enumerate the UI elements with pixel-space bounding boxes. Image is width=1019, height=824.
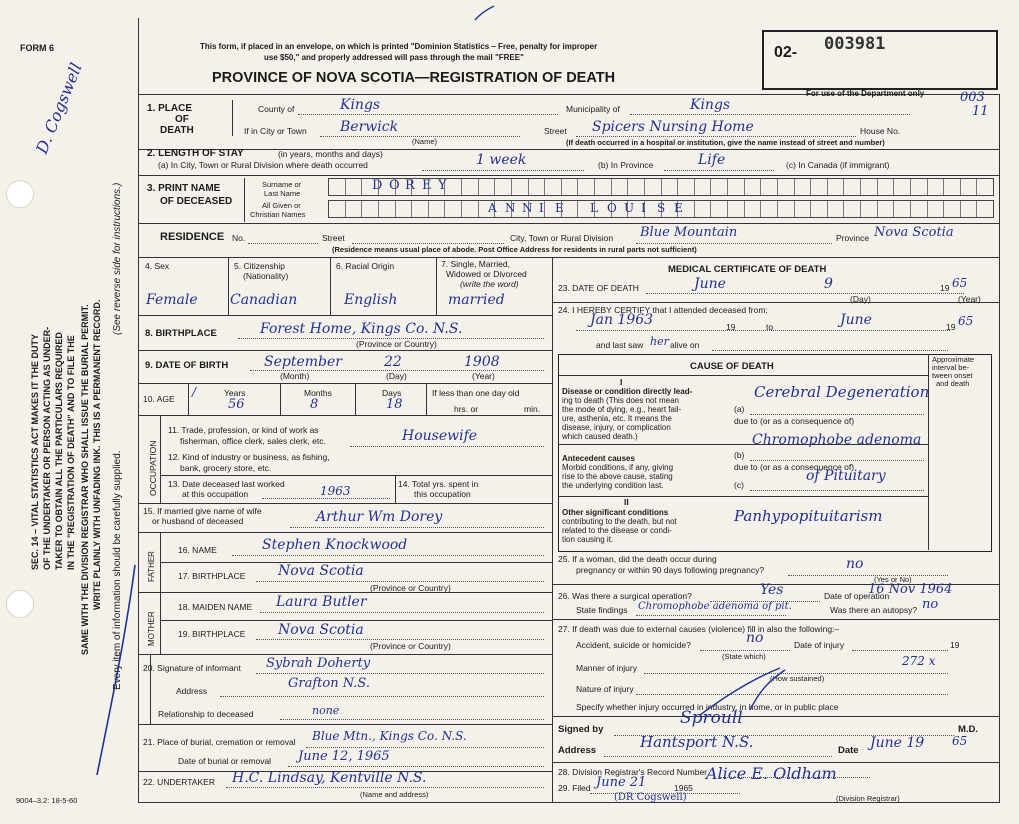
antecedent-label: Antecedent causes (562, 454, 635, 463)
findings-label: State findings (576, 605, 628, 615)
dob-day: 22 (384, 354, 402, 370)
due-to-label: due to (or as a consequence of) (734, 416, 855, 426)
signature-stroke (690, 660, 810, 720)
frame-left-line (138, 18, 139, 802)
row-divider (558, 375, 928, 376)
dotted-line (750, 490, 924, 491)
disease-label: ing to death (This does not mean (562, 396, 679, 405)
informant-label: 20. Signature of informant (143, 663, 241, 673)
frame-right-line (999, 94, 1000, 802)
cell-divider (160, 415, 161, 503)
physician-address: Hantsport N.S. (640, 733, 754, 751)
side-line: OF THE UNDERTAKER OR PERSON ACTING AS UNDER- (42, 326, 52, 570)
checkmark-stroke (85, 560, 145, 790)
cause-c-label: (c) (734, 480, 744, 490)
manner-label: Manner of injury (576, 663, 637, 673)
age-years: 56 (228, 397, 245, 412)
place-label-3: DEATH (160, 125, 194, 136)
q25-value: no (846, 556, 864, 572)
cell-divider (188, 383, 189, 415)
row-divider (138, 315, 552, 316)
burial-place: Blue Mtn., Kings Co. N.S. (312, 729, 467, 743)
row-divider (138, 149, 1000, 150)
reg-number: 003981 (824, 34, 886, 54)
given-letter: I (641, 201, 646, 215)
autopsy-value: no (922, 597, 939, 612)
dotted-line (260, 612, 544, 613)
how-sustained-sub: (How sustained) (770, 674, 825, 683)
undertaker-sub: (Name and address) (360, 790, 429, 799)
dotted-line (256, 673, 544, 674)
mother-name-label: 18. MAIDEN NAME (178, 602, 253, 612)
dotted-line (220, 696, 544, 697)
informant-value: Sybrah Doherty (266, 656, 371, 671)
attended-from: Jan 1963 (590, 312, 654, 328)
row-divider (138, 257, 1000, 258)
occ13-label: 13. Date deceased last worked (168, 479, 285, 489)
cause-b: Chromophobe adenoma (752, 432, 922, 448)
occ13-value: 1963 (320, 484, 351, 498)
burial-date: June 12, 1965 (298, 749, 390, 764)
cell-divider (228, 257, 229, 315)
residence-province-label: Province (836, 233, 870, 243)
interval-label: tween onset (932, 371, 973, 380)
residence-division-label: City, Town or Rural Division (510, 233, 614, 243)
dotted-line (352, 243, 504, 244)
antecedent-label: Morbid conditions, if any, giving (562, 463, 674, 472)
row-divider (160, 475, 552, 476)
row-divider (138, 532, 552, 533)
disease-label: Disease or condition directly lead- (562, 387, 693, 396)
physician-date-label: Date (838, 745, 859, 756)
given-label: All Given or (262, 201, 301, 210)
due-to-label: due to (or as a consequence of) (734, 462, 855, 472)
yes-no-sub: (Yes or No) (874, 575, 912, 584)
undertaker-value: H.C. Lindsay, Kentville N.S. (232, 770, 427, 786)
occ12-label: 12. Kind of industry or business, as fishing, (168, 452, 330, 462)
spouse-label: 15. If married give name of wife (143, 506, 262, 516)
surname-label: Surname or (262, 180, 302, 189)
dotted-line (576, 330, 950, 331)
autopsy-label: Was there an autopsy? (830, 605, 918, 615)
father-name: Stephen Knockwood (262, 537, 408, 553)
surname-letter: D (372, 178, 383, 193)
filed-year: 1965 (674, 783, 693, 793)
birthplace-sub: (Province or Country) (356, 339, 437, 349)
punch-hole (6, 180, 34, 208)
dotted-line (280, 719, 544, 720)
spouse-value: Arthur Wm Dorey (316, 509, 443, 525)
marital-label: 7. Single, Married, (441, 259, 510, 269)
side-line: (See reverse side for instructions.) (112, 182, 123, 335)
cell-divider (160, 532, 161, 654)
side-line: Every item of information should be carefully supplied. (112, 450, 123, 690)
surname-letter: Y (438, 178, 447, 193)
row-divider (552, 619, 999, 620)
disease-label: the mode of dying, e.g., heart fail- (562, 405, 682, 414)
relationship-value: none (312, 704, 340, 717)
dotted-line (712, 350, 948, 351)
age-years-label: Years (224, 388, 246, 398)
dod-year-prefix: 19 (940, 283, 950, 293)
injury-19: 19 (950, 640, 960, 650)
stay-a-value: 1 week (476, 152, 527, 168)
dotted-line (852, 650, 948, 651)
cause-a: Cerebral Degeneration (754, 383, 930, 401)
given-label: Christian Names (250, 210, 306, 219)
dotted-line (288, 766, 544, 767)
cell-divider (395, 475, 396, 503)
occ14-label: this occupation (414, 489, 471, 499)
row-divider (138, 383, 552, 384)
dotted-line (422, 170, 584, 171)
street-value: Spicers Nursing Home (592, 119, 754, 135)
dotted-line (664, 170, 774, 171)
dotted-line (306, 747, 544, 748)
disease-label: which caused death.) (562, 432, 638, 441)
marital-label: Widowed or Divorced (446, 269, 527, 279)
left-signature: D. Cogswell (32, 60, 86, 157)
surname-letter: E (422, 178, 432, 193)
mother-bp-label: 19. BIRTHPLACE (178, 629, 246, 639)
accident-label: Accident, suicide or homicide? (576, 640, 691, 650)
registrar-sub: (Division Registrar) (836, 794, 900, 803)
dotted-line (256, 639, 544, 640)
md-label: M.D. (958, 724, 979, 735)
side-line: WRITE PLAINLY WITH UNFADING INK. THIS IS A PERMANENT RECORD. (92, 299, 102, 610)
disease-label: disease, injury, or complication (562, 423, 671, 432)
accident-value: no (746, 630, 764, 646)
municipality-label: Municipality of (566, 104, 620, 114)
dod-year: 65 (952, 276, 968, 290)
name-label-2: OF DECEASED (160, 196, 233, 207)
surname-letter: R (405, 178, 415, 193)
medical-title: MEDICAL CERTIFICATE OF DEATH (668, 264, 827, 275)
father-side-label: FATHER (147, 551, 156, 582)
form-title: PROVINCE OF NOVA SCOTIA—REGISTRATION OF DEATH (212, 70, 616, 86)
given-letter: S (657, 201, 666, 215)
attended-19: 19 (946, 322, 956, 332)
dob-month: September (264, 354, 342, 370)
row-divider (552, 762, 999, 763)
stay-sub: (in years, months and days) (278, 149, 383, 159)
occ11-value: Housewife (402, 428, 478, 444)
manner-mark: 272 x (902, 654, 936, 668)
side-line: SEC. 14 – VITAL STATISTICS ACT MAKES IT THE DUTY (30, 333, 40, 570)
name-label-1: 3. PRINT NAME (147, 183, 221, 194)
q29-label: 29. Filed (558, 783, 591, 793)
attended-19: 19 (726, 322, 736, 332)
surname-label: Last Name (264, 189, 301, 198)
age-months-label: Months (304, 388, 332, 398)
dod-year-sub: (Year) (958, 294, 981, 304)
signed-value: Sproull (680, 708, 743, 728)
roman-2: II (624, 497, 629, 507)
occupation-side-label: OCCUPATION (148, 440, 158, 496)
side-line: TAKER TO OBTAIN ALL THE PARTICULARS REQUIRED (54, 332, 64, 570)
cause-c: of Pituitary (806, 468, 886, 484)
q28-label: 28. Division Registrar's Record Number (558, 767, 708, 777)
row-divider (138, 592, 552, 593)
month-sub: (Month) (280, 371, 310, 381)
age-months: 8 (310, 397, 319, 412)
attended-to-label: to (766, 322, 774, 332)
tick-mark (470, 4, 500, 24)
informant-address-label: Address (176, 686, 208, 696)
cause-title: CAUSE OF DEATH (690, 361, 774, 372)
father-bp: Nova Scotia (278, 563, 364, 579)
op-date-label: Date of operation (824, 591, 890, 601)
last-saw-value: her (650, 335, 669, 348)
dod-day: 9 (824, 276, 833, 292)
given-letter: O (607, 201, 617, 215)
occ14-label: 14. Total yrs. spent in (398, 479, 479, 489)
other-conditions: Panhypopituitarism (734, 507, 883, 525)
dotted-line (350, 446, 544, 447)
residence-label: RESIDENCE (160, 231, 225, 243)
q26-value: Yes (760, 582, 784, 598)
dotted-line (646, 293, 964, 294)
op-date: 16 Nov 1964 (868, 582, 953, 597)
form-number: FORM 6 (20, 43, 55, 53)
racial-value: English (344, 292, 398, 308)
stay-a-label: (a) In City, Town or Rural Division where death occurred (158, 160, 368, 170)
age-hrs: hrs. or (454, 404, 479, 414)
place-label-2: OF (175, 114, 189, 125)
q25-label: 25. If a woman, did the death occur during (558, 554, 717, 564)
stay-c-label: (c) In Canada (if immigrant) (786, 160, 890, 170)
antecedent-label: rise to the above cause, stating (562, 472, 673, 481)
dotted-line (788, 575, 948, 576)
dotted-line (256, 581, 544, 582)
age-days-label: Days (382, 388, 402, 398)
municipality-value: Kings (690, 97, 731, 113)
roman-1: I (620, 377, 623, 387)
interval-label: Approximate (932, 355, 975, 364)
row-divider (552, 302, 999, 303)
surname-letter: O (389, 178, 400, 193)
cell-divider (426, 383, 427, 415)
residence-street-label: Street (322, 233, 345, 243)
attended-to-year: 65 (958, 314, 974, 328)
dotted-line (750, 414, 924, 415)
dod-day-sub: (Day) (850, 294, 871, 304)
residence-division: Blue Mountain (640, 225, 738, 240)
name-sub: (Name) (412, 137, 438, 146)
given-letter: L (590, 201, 598, 215)
citizenship-value: Canadian (230, 292, 298, 308)
row-divider (138, 350, 552, 351)
dob-label: 9. DATE OF BIRTH (145, 360, 229, 371)
stay-label: 2. LENGTH OF STAY (147, 148, 244, 159)
cause-a-label: (a) (734, 404, 745, 414)
occ13-label: at this occupation (182, 489, 249, 499)
other-label: Other significant conditions (562, 508, 669, 517)
given-letter: U (624, 201, 635, 215)
spouse-label: or husband of deceased (152, 516, 244, 526)
birthplace-label: 8. BIRTHPLACE (145, 328, 217, 339)
citizenship-sub: (Nationality) (243, 271, 289, 281)
bracket-line (244, 178, 245, 222)
prov-sub: (Province or Country) (370, 583, 451, 593)
house-label: House No. (860, 126, 901, 136)
age-hours-label: If less than one day old (432, 388, 520, 398)
other-label: related to the disease or condi- (562, 526, 672, 535)
undertaker-label: 22. UNDERTAKER (143, 777, 215, 787)
burial-date-label: Date of burial or removal (178, 756, 272, 766)
given-letter: E (674, 201, 683, 215)
dept-use-label: For use of the Department only (806, 89, 925, 98)
envelope-note-1: This form, if placed in an envelope, on which is printed "Dominion Statistics – Free, penalty for improper (200, 42, 598, 51)
q25-label: pregnancy or within 90 days following pregnancy? (576, 565, 765, 575)
cell-divider (436, 257, 437, 315)
dotted-line (226, 787, 544, 788)
punch-hole (6, 590, 34, 618)
given-letter: E (555, 201, 564, 215)
dotted-line (630, 114, 910, 115)
row-divider (138, 724, 552, 725)
dotted-line (636, 243, 832, 244)
q26-label: 26. Was there a surgical operation? (558, 591, 692, 601)
occ11-label: fisherman, office clerk, sales clerk, etc. (180, 436, 326, 446)
other-label: contributing to the death, but not (562, 517, 677, 526)
cell-divider (355, 383, 356, 415)
cause-b-label: (b) (734, 450, 745, 460)
envelope-note-2: use $50," and properly addressed will pass through the mail "FREE" (264, 53, 524, 62)
findings-value: Chromophobe adenoma of pit. (638, 601, 792, 612)
mother-bp: Nova Scotia (278, 622, 364, 638)
state-which-sub: (State which) (722, 652, 766, 661)
cell-divider (330, 257, 331, 315)
specify-label: Specify whether injury occurred in industry, in home, or in public place (576, 702, 839, 712)
bracket-line (232, 100, 233, 136)
row-divider (138, 175, 1000, 176)
given-letter: I (539, 201, 544, 215)
column-divider (552, 257, 553, 802)
row-divider (138, 654, 552, 655)
sex-value: Female (146, 292, 198, 308)
side-line: IN THE "REGISTRATION OF DEATH" AND TO FILE THE (66, 335, 76, 570)
other-label: tion causing it. (562, 535, 614, 544)
footer-code: 9004–3.2: 18-5-60 (16, 796, 78, 805)
year-sub: (Year) (472, 371, 495, 381)
side-line: SAME WITH THE DIVISION REGISTRAR WHO SHALL ISSUE THE BURIAL PERMIT. (80, 304, 90, 655)
dotted-line (576, 136, 856, 137)
burial-label: 21. Place of burial, cremation or removal (143, 737, 296, 747)
residence-province: Nova Scotia (874, 225, 954, 240)
alive-on-label: alive on (670, 340, 700, 350)
dotted-line (298, 114, 558, 115)
certify-label: 24. I HEREBY CERTIFY that I attended deceased from: (558, 305, 768, 315)
dotted-line (750, 460, 924, 461)
disease-label: ure, asthenia, etc. It means the (562, 414, 672, 423)
dotted-line (604, 756, 832, 757)
dept-code-2: 11 (972, 104, 989, 119)
registrar-note: (DR Cogswell) (614, 792, 687, 803)
physician-date-year: 65 (952, 734, 968, 748)
dotted-line (636, 615, 786, 616)
dotted-line (290, 527, 544, 528)
last-saw-label: and last saw (596, 340, 644, 350)
interval-label: and death (936, 379, 970, 388)
row-divider (138, 503, 552, 504)
dod-label: 23. DATE OF DEATH (558, 283, 639, 293)
registrar-signature: Alice E. Oldham (706, 764, 837, 783)
father-bp-label: 17. BIRTHPLACE (178, 571, 246, 581)
residence-no-label: No. (232, 233, 246, 243)
given-letter: A (488, 201, 497, 215)
q27-label: 27. If death was due to external causes (violence) fill in also the following:– (558, 624, 840, 634)
dob-year: 1908 (464, 354, 500, 370)
dod-month: June (694, 276, 726, 292)
occ12-label: bank, grocery store, etc. (180, 463, 272, 473)
residence-note: (Residence means usual place of abode. Post Office Address for residents in rural parts not sufficient) (332, 245, 697, 254)
county-value: Kings (340, 97, 381, 113)
row-divider (160, 620, 552, 621)
racial-label: 6. Racial Origin (336, 261, 395, 271)
marital-label: (write the word) (460, 279, 519, 289)
day-sub: (Day) (386, 371, 407, 381)
street-label: Street (544, 126, 567, 136)
relationship-label: Relationship to deceased (158, 709, 254, 719)
dotted-line (248, 243, 318, 244)
stay-b-value: Life (698, 152, 726, 168)
signed-label: Signed by (558, 724, 604, 735)
dept-code-1: 003 (960, 90, 985, 105)
row-divider (138, 223, 1000, 224)
age-tick: / (192, 385, 197, 399)
interval-label: interval be- (932, 363, 970, 372)
dotted-line (700, 650, 790, 651)
age-days: 18 (386, 397, 403, 412)
stay-b-label: (b) In Province (598, 160, 654, 170)
physician-address-label: Address (558, 745, 597, 756)
antecedent-label: the underlying condition last. (562, 481, 664, 490)
age-min: min. (524, 404, 541, 414)
row-divider (558, 496, 928, 497)
father-name-label: 16. NAME (178, 545, 217, 555)
prov-sub: (Province or Country) (370, 641, 451, 651)
row-divider (138, 415, 552, 416)
nature-label: Nature of injury (576, 684, 634, 694)
city-value: Berwick (340, 119, 399, 135)
informant-address: Grafton N.S. (288, 676, 370, 691)
mother-side-label: MOTHER (147, 611, 156, 646)
hospital-note: (If death occurred in a hospital or institution, give the name instead of street and number) (566, 138, 885, 147)
place-label-1: 1. PLACE (147, 103, 193, 114)
age-label: 10. AGE (143, 394, 175, 404)
given-letter: N (522, 201, 533, 215)
filed-date: June 21 (596, 775, 647, 790)
attended-to: June (840, 312, 872, 328)
county-label: County of (258, 104, 295, 114)
physician-date: June 19 (870, 735, 925, 751)
occ11-label: 11. Trade, profession, or kind of work as (168, 425, 319, 435)
citizenship-label: 5. Citizenship (234, 261, 286, 271)
cell-divider (280, 383, 281, 415)
city-label: If in City or Town (244, 126, 307, 136)
reg-prefix: 02- (774, 44, 798, 61)
date-injury-label: Date of injury (794, 640, 845, 650)
given-letter: N (505, 201, 516, 215)
marital-value: married (448, 292, 505, 308)
birthplace-value: Forest Home, Kings Co. N.S. (260, 321, 463, 337)
dotted-line (232, 555, 544, 556)
mother-name: Laura Butler (276, 594, 367, 610)
sex-label: 4. Sex (145, 261, 170, 271)
